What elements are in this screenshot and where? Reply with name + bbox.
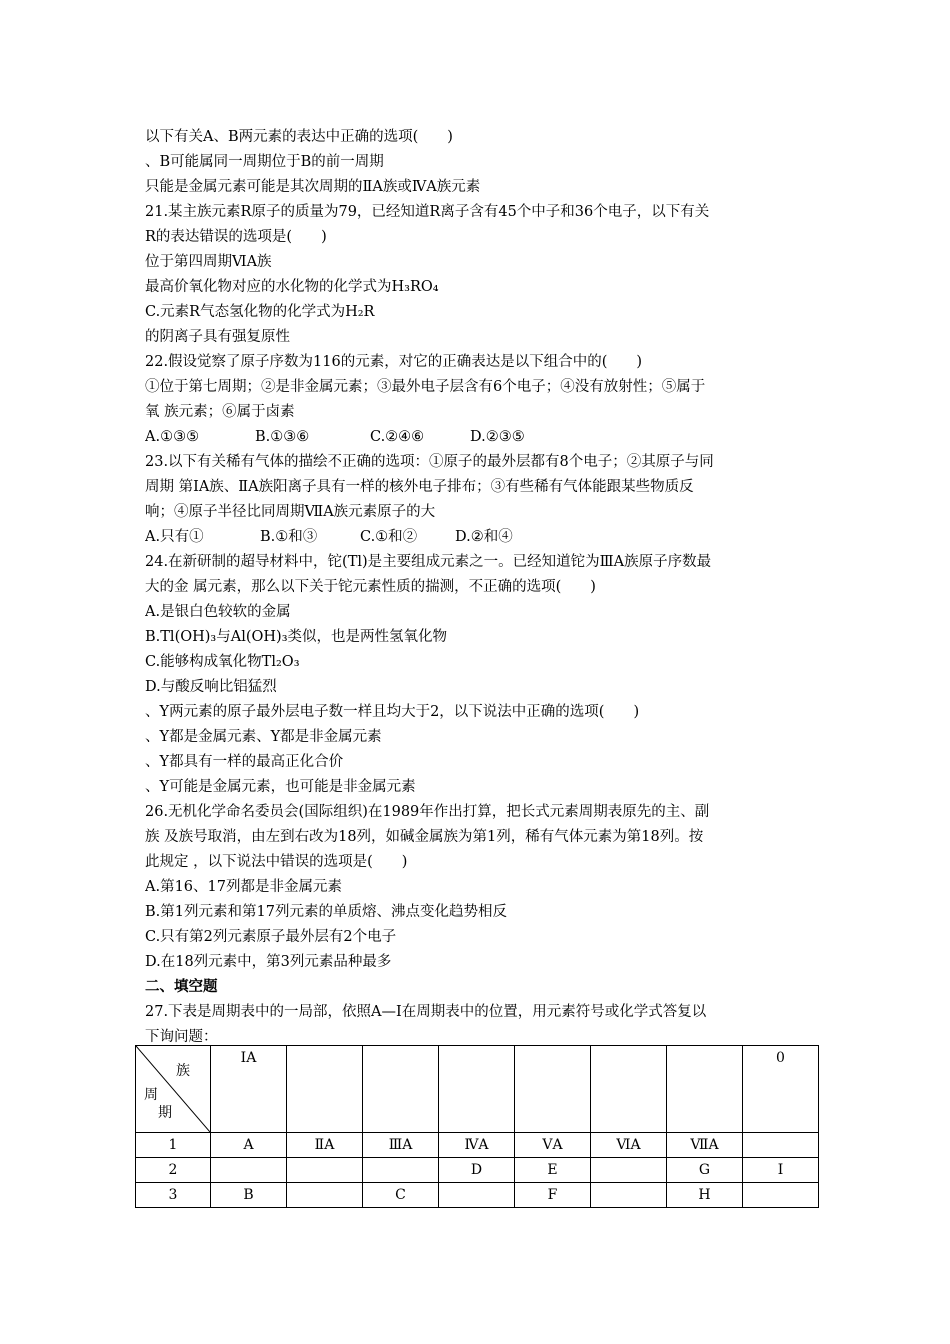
table-cell: [743, 1183, 819, 1208]
table-cell: G: [667, 1158, 743, 1183]
table-cell: ⅡA: [287, 1133, 363, 1158]
table-cell: D: [439, 1158, 515, 1183]
table-corner-cell: [136, 1046, 211, 1133]
table-cell: [363, 1158, 439, 1183]
corner-label-group: 族: [176, 1063, 190, 1079]
table-header-cell: 0: [743, 1046, 819, 1133]
table-header-cell: [287, 1046, 363, 1133]
q21-option-line: 的阴离子具有强复原性: [145, 329, 290, 345]
q23-stem: 周期 第ⅠA族、ⅡA族阳离子具有一样的核外电子排布；③有些稀有气体能跟某些物质反: [145, 479, 694, 495]
q24-option-d: D.与酸反响比铝猛烈: [145, 679, 277, 695]
q26-option-a: A.第16、17列都是非金属元素: [145, 879, 342, 895]
table-cell: ⅢA: [363, 1133, 439, 1158]
q24-option-b: B.Tl(OH)₃与Al(OH)₃类似，也是两性氢氧化物: [145, 629, 447, 645]
table-cell: [591, 1183, 667, 1208]
q24-option-c: C.能够构成氧化物Tl₂O₃: [145, 654, 300, 670]
q22-option-b: B.①③⑥: [255, 429, 310, 445]
table-row: [136, 1158, 819, 1183]
q22-stem: ①位于第七周期；②是非金属元素；③最外电子层含有6个电子；④没有放射性；⑤属于: [145, 379, 706, 395]
table-cell: 1: [136, 1133, 211, 1158]
table-cell: F: [515, 1183, 591, 1208]
document-page: [145, 125, 825, 1050]
q23-stem: 23.以下有关稀有气体的描绘不正确的选项：①原子的最外层都有8个电子；②其原子与同: [145, 454, 714, 470]
table-cell: ⅣA: [439, 1133, 515, 1158]
table-cell: C: [363, 1183, 439, 1208]
periodic-table-excerpt: [135, 1045, 819, 1208]
q26-stem: 此规定 ，以下说法中错误的选项是( ): [145, 854, 408, 870]
q26-option-b: B.第1列元素和第17列元素的单质熔、沸点变化趋势相反: [145, 904, 507, 920]
q25-option-line: 、Y都是金属元素、Y都是非金属元素: [145, 729, 382, 745]
q21-option-line: 最高价氧化物对应的水化物的化学式为H₃RO₄: [145, 279, 439, 295]
q25-stem: 、Y两元素的原子最外层电子数一样且均大于2，以下说法中正确的选项( ): [145, 704, 640, 720]
q20-stem: 以下有关A、B两元素的表达中正确的选项( ): [145, 129, 453, 145]
q24-option-a: A.是银白色较软的金属: [145, 604, 291, 620]
q22-option-c: C.②④⑥: [370, 429, 425, 445]
table-cell: [287, 1183, 363, 1208]
table-header-cell: [363, 1046, 439, 1133]
q23-stem: 响；④原子半径比同周期ⅦA族元素原子的大: [145, 504, 436, 520]
table-header-cell: [515, 1046, 591, 1133]
table-cell: A: [211, 1133, 287, 1158]
q26-option-d: D.在18列元素中，第3列元素品种最多: [145, 954, 392, 970]
q23-option-a: A.只有①: [145, 529, 204, 545]
q22-options: [145, 425, 825, 450]
table-cell: ⅦA: [667, 1133, 743, 1158]
table-cell: [211, 1158, 287, 1183]
corner-label-period-1: 周: [144, 1087, 158, 1103]
q23-option-b: B.①和③: [260, 529, 318, 545]
table-cell: I: [743, 1158, 819, 1183]
table-cell: ⅤA: [515, 1133, 591, 1158]
table-cell: 2: [136, 1158, 211, 1183]
table-cell: [591, 1158, 667, 1183]
table-row: [136, 1133, 819, 1158]
q21-option-line: 位于第四周期ⅥA族: [145, 254, 272, 270]
table-header-cell: [667, 1046, 743, 1133]
table-row: [136, 1183, 819, 1208]
table-cell: E: [515, 1158, 591, 1183]
q24-stem: 24.在新研制的超导材料中，铊(Tl)是主要组成元素之一。已经知道铊为ⅢA族原子序数最: [145, 554, 712, 570]
table-header-cell: [439, 1046, 515, 1133]
q22-option-a: A.①③⑤: [145, 429, 200, 445]
q21-option-line: C.元素R气态氢化物的化学式为H₂R: [145, 304, 375, 320]
section-title: 二、填空题: [145, 979, 218, 995]
q20-option-line: 只能是金属元素可能是其次周期的ⅡA族或ⅣA族元素: [145, 179, 481, 195]
q23-option-c: C.①和②: [360, 529, 418, 545]
q21-stem: 21.某主族元素R原子的质量为79，已经知道R离子含有45个中子和36个电子，以下有关: [145, 204, 710, 220]
q23-options: [145, 525, 825, 550]
table-cell: [439, 1183, 515, 1208]
corner-label-period-2: 期: [158, 1105, 172, 1121]
q23-option-d: D.②和④: [455, 529, 513, 545]
q26-option-c: C.只有第2列元素原子最外层有2个电子: [145, 929, 397, 945]
q24-stem: 大的金 属元素，那么以下关于铊元素性质的揣测，不正确的选项( ): [145, 579, 596, 595]
table-header-row: [136, 1046, 819, 1133]
q22-option-d: D.②③⑤: [470, 429, 525, 445]
q20-option-line: 、B可能属同一周期位于B的前一周期: [145, 154, 384, 170]
q26-stem: 26.无机化学命名委员会(国际组织)在1989年作出打算，把长式元素周期表原先的主、副: [145, 804, 710, 820]
table-cell: [287, 1158, 363, 1183]
table-cell: [743, 1133, 819, 1158]
q22-stem: 氧 族元素；⑥属于卤素: [145, 404, 295, 420]
q27-stem: 27.下表是周期表中的一局部，依照A—I在周期表中的位置，用元素符号或化学式答复以: [145, 1004, 707, 1020]
table-cell: 3: [136, 1183, 211, 1208]
table-cell: ⅥA: [591, 1133, 667, 1158]
q25-option-line: 、Y都具有一样的最高正化合价: [145, 754, 344, 770]
q21-stem: R的表达错误的选项是( ): [145, 229, 327, 245]
q25-option-line: 、Y可能是金属元素，也可能是非金属元素: [145, 779, 416, 795]
table-header-cell: [591, 1046, 667, 1133]
q22-stem: 22.假设觉察了原子序数为116的元素，对它的正确表达是以下组合中的( ): [145, 354, 643, 370]
table-cell: H: [667, 1183, 743, 1208]
table-cell: B: [211, 1183, 287, 1208]
table-header-cell: ⅠA: [211, 1046, 287, 1133]
q26-stem: 族 及族号取消，由左到右改为18列，如碱金属族为第1列，稀有气体元素为第18列。按: [145, 829, 704, 845]
q27-stem: 下询问题：: [145, 1029, 218, 1045]
